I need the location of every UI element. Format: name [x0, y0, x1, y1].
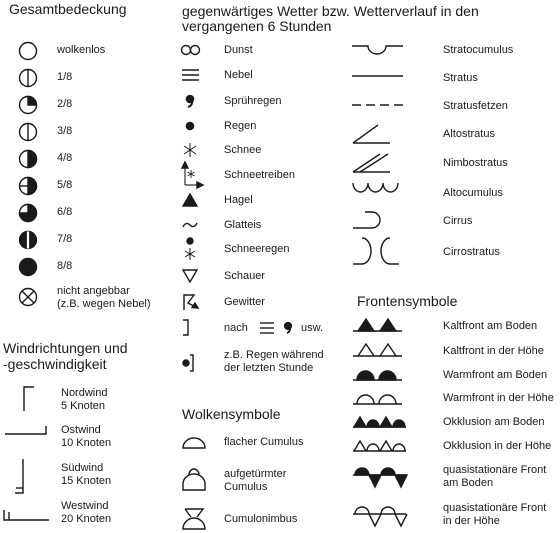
front-symbols-heading: Frontensymbole: [357, 293, 458, 309]
past-weather-example: z.B. Regen während: [224, 349, 324, 361]
fractostratus-icon: [350, 100, 406, 110]
circle-vertical-line-icon: [18, 122, 38, 142]
cold-front-aloft-icon: [352, 341, 404, 359]
wind-label: 15 Knoten: [61, 475, 112, 487]
wind-label: 5 Knoten: [61, 400, 106, 412]
ice-icon: [180, 219, 202, 231]
fog-icon: [180, 68, 202, 82]
cloud-symbol-label: Cirrus: [443, 215, 473, 227]
weather-label: Schauer: [224, 270, 265, 282]
west-wind-icon: [3, 506, 51, 526]
cloud-cover-heading: Gesamtbedeckung: [9, 1, 127, 17]
past-weather-usw: usw.: [301, 322, 324, 334]
front-label: quasistationäre Front: [443, 464, 547, 476]
north-wind-icon: [20, 384, 40, 414]
wind-heading-line1: Windrichtungen und: [3, 340, 128, 356]
weather-label: Nebel: [224, 69, 253, 81]
blowing-snow-icon: [178, 162, 204, 190]
front-label: Warmfront am Boden: [443, 369, 548, 381]
cloud-symbol-label: flacher Cumulus: [224, 436, 304, 448]
wind-heading-line2: -geschwindigkeit: [3, 356, 107, 372]
snow-icon: [180, 142, 202, 158]
cloud-symbol-label: Cumulus: [224, 481, 268, 493]
bracket-icon: [180, 318, 194, 338]
front-label: Okklusion in der Höhe: [443, 440, 552, 452]
stationary-front-surface-icon: [352, 461, 408, 491]
cirrus-icon: [350, 206, 406, 234]
front-label: am Boden: [443, 477, 494, 489]
front-label: Kaltfront am Boden: [443, 320, 538, 332]
wind-label: 20 Knoten: [61, 513, 112, 525]
haze-icon: [180, 43, 202, 57]
wind-label: Südwind: [61, 462, 104, 474]
weather-label: Sprühregen: [224, 95, 282, 107]
weather-heading-line2: vergangenen 6 Stunden: [182, 18, 332, 34]
weather-label: Schneeregen: [224, 243, 290, 255]
circle-quarter-icon: [18, 95, 38, 115]
cloud-symbol-label: Stratocumulus: [443, 44, 514, 56]
stratocumulus-icon: [350, 42, 406, 58]
circle-half-line-icon: [18, 176, 38, 196]
wind-label: Westwind: [61, 500, 109, 512]
cumulonimbus-icon: [180, 508, 210, 532]
cloud-symbol-label: Cirrostratus: [443, 246, 500, 258]
sleet-icon: [180, 237, 202, 263]
stationary-front-aloft-icon: [352, 500, 408, 530]
front-label: in der Höhe: [443, 515, 500, 527]
drizzle-icon: [282, 320, 296, 336]
cloud-cover-label: wolkenlos: [57, 44, 106, 56]
cloud-cover-label-note: (z.B. wegen Nebel): [57, 298, 151, 310]
wind-label: 10 Knoten: [61, 437, 112, 449]
cirrostratus-icon: [350, 234, 406, 270]
front-label: quasistationäre Front: [443, 502, 547, 514]
cloud-cover-label: nicht angebbar: [57, 285, 130, 297]
weather-label: Gewitter: [224, 296, 265, 308]
shower-icon: [180, 269, 202, 283]
circle-vertical-line-icon: [18, 68, 38, 88]
drizzle-icon: [180, 93, 202, 109]
circle-x-icon: [18, 287, 38, 307]
east-wind-icon: [4, 425, 48, 439]
altocumulus-icon: [350, 180, 406, 200]
front-label: Kaltfront in der Höhe: [443, 345, 544, 357]
cloud-symbol-label: Stratusfetzen: [443, 100, 508, 112]
cloud-symbol-label: aufgetürmter: [224, 468, 287, 480]
south-wind-icon: [14, 458, 34, 498]
cold-front-surface-icon: [352, 316, 404, 334]
occlusion-aloft-icon: [352, 436, 408, 454]
cloud-cover-label: 4/8: [57, 152, 73, 164]
front-label: Warmfront in der Höhe: [443, 392, 554, 404]
cloud-symbol-label: Cumulonimbus: [224, 513, 298, 525]
cloud-cover-label: 6/8: [57, 206, 73, 218]
weather-heading-line1: gegenwärtiges Wetter bzw. Wetterverlauf in den: [182, 3, 479, 19]
thunderstorm-icon: [180, 293, 202, 311]
stratus-icon: [350, 71, 406, 81]
circle-three-quarter-icon: [18, 203, 38, 223]
past-weather-example: der letzten Stunde: [224, 362, 314, 374]
cloud-cover-label: 7/8: [57, 233, 73, 245]
altostratus-icon: [350, 121, 406, 147]
cloud-symbol-label: Stratus: [443, 72, 478, 84]
nimbostratus-icon: [350, 150, 406, 176]
weather-label: Schnee: [224, 144, 262, 156]
flat-cumulus-icon: [180, 433, 210, 453]
cloud-cover-label: 8/8: [57, 260, 73, 272]
cloud-cover-label: 2/8: [57, 98, 73, 110]
hail-icon: [180, 193, 202, 207]
weather-label: Dunst: [224, 44, 253, 56]
cloud-symbols-heading: Wolkensymbole: [182, 406, 281, 422]
cloud-symbol-label: Nimbostratus: [443, 157, 508, 169]
past-weather-nach: nach: [224, 322, 248, 334]
wind-label: Nordwind: [61, 387, 108, 399]
wind-label: Ostwind: [61, 424, 101, 436]
cloud-cover-label: 1/8: [57, 71, 73, 83]
circle-empty-icon: [18, 41, 38, 61]
cloud-cover-label: 5/8: [57, 179, 73, 191]
towering-cumulus-icon: [180, 466, 210, 496]
front-label: Okklusion am Boden: [443, 416, 545, 428]
weather-label: Glatteis: [224, 219, 262, 231]
past-rain-icon: [180, 352, 196, 374]
circle-full-icon: [18, 257, 38, 277]
fog-icon: [258, 321, 276, 335]
cloud-symbol-label: Altostratus: [443, 128, 495, 140]
weather-label: Hagel: [224, 194, 253, 206]
warm-front-surface-icon: [352, 365, 404, 383]
circle-seven-eighths-icon: [18, 230, 38, 250]
rain-icon: [180, 119, 202, 133]
cloud-cover-label: 3/8: [57, 125, 73, 137]
weather-label: Regen: [224, 120, 257, 132]
cloud-symbol-label: Altocumulus: [443, 187, 503, 199]
weather-label: Schneetreiben: [224, 169, 295, 181]
occlusion-surface-icon: [352, 412, 408, 430]
circle-half-icon: [18, 149, 38, 169]
warm-front-aloft-icon: [352, 389, 404, 407]
